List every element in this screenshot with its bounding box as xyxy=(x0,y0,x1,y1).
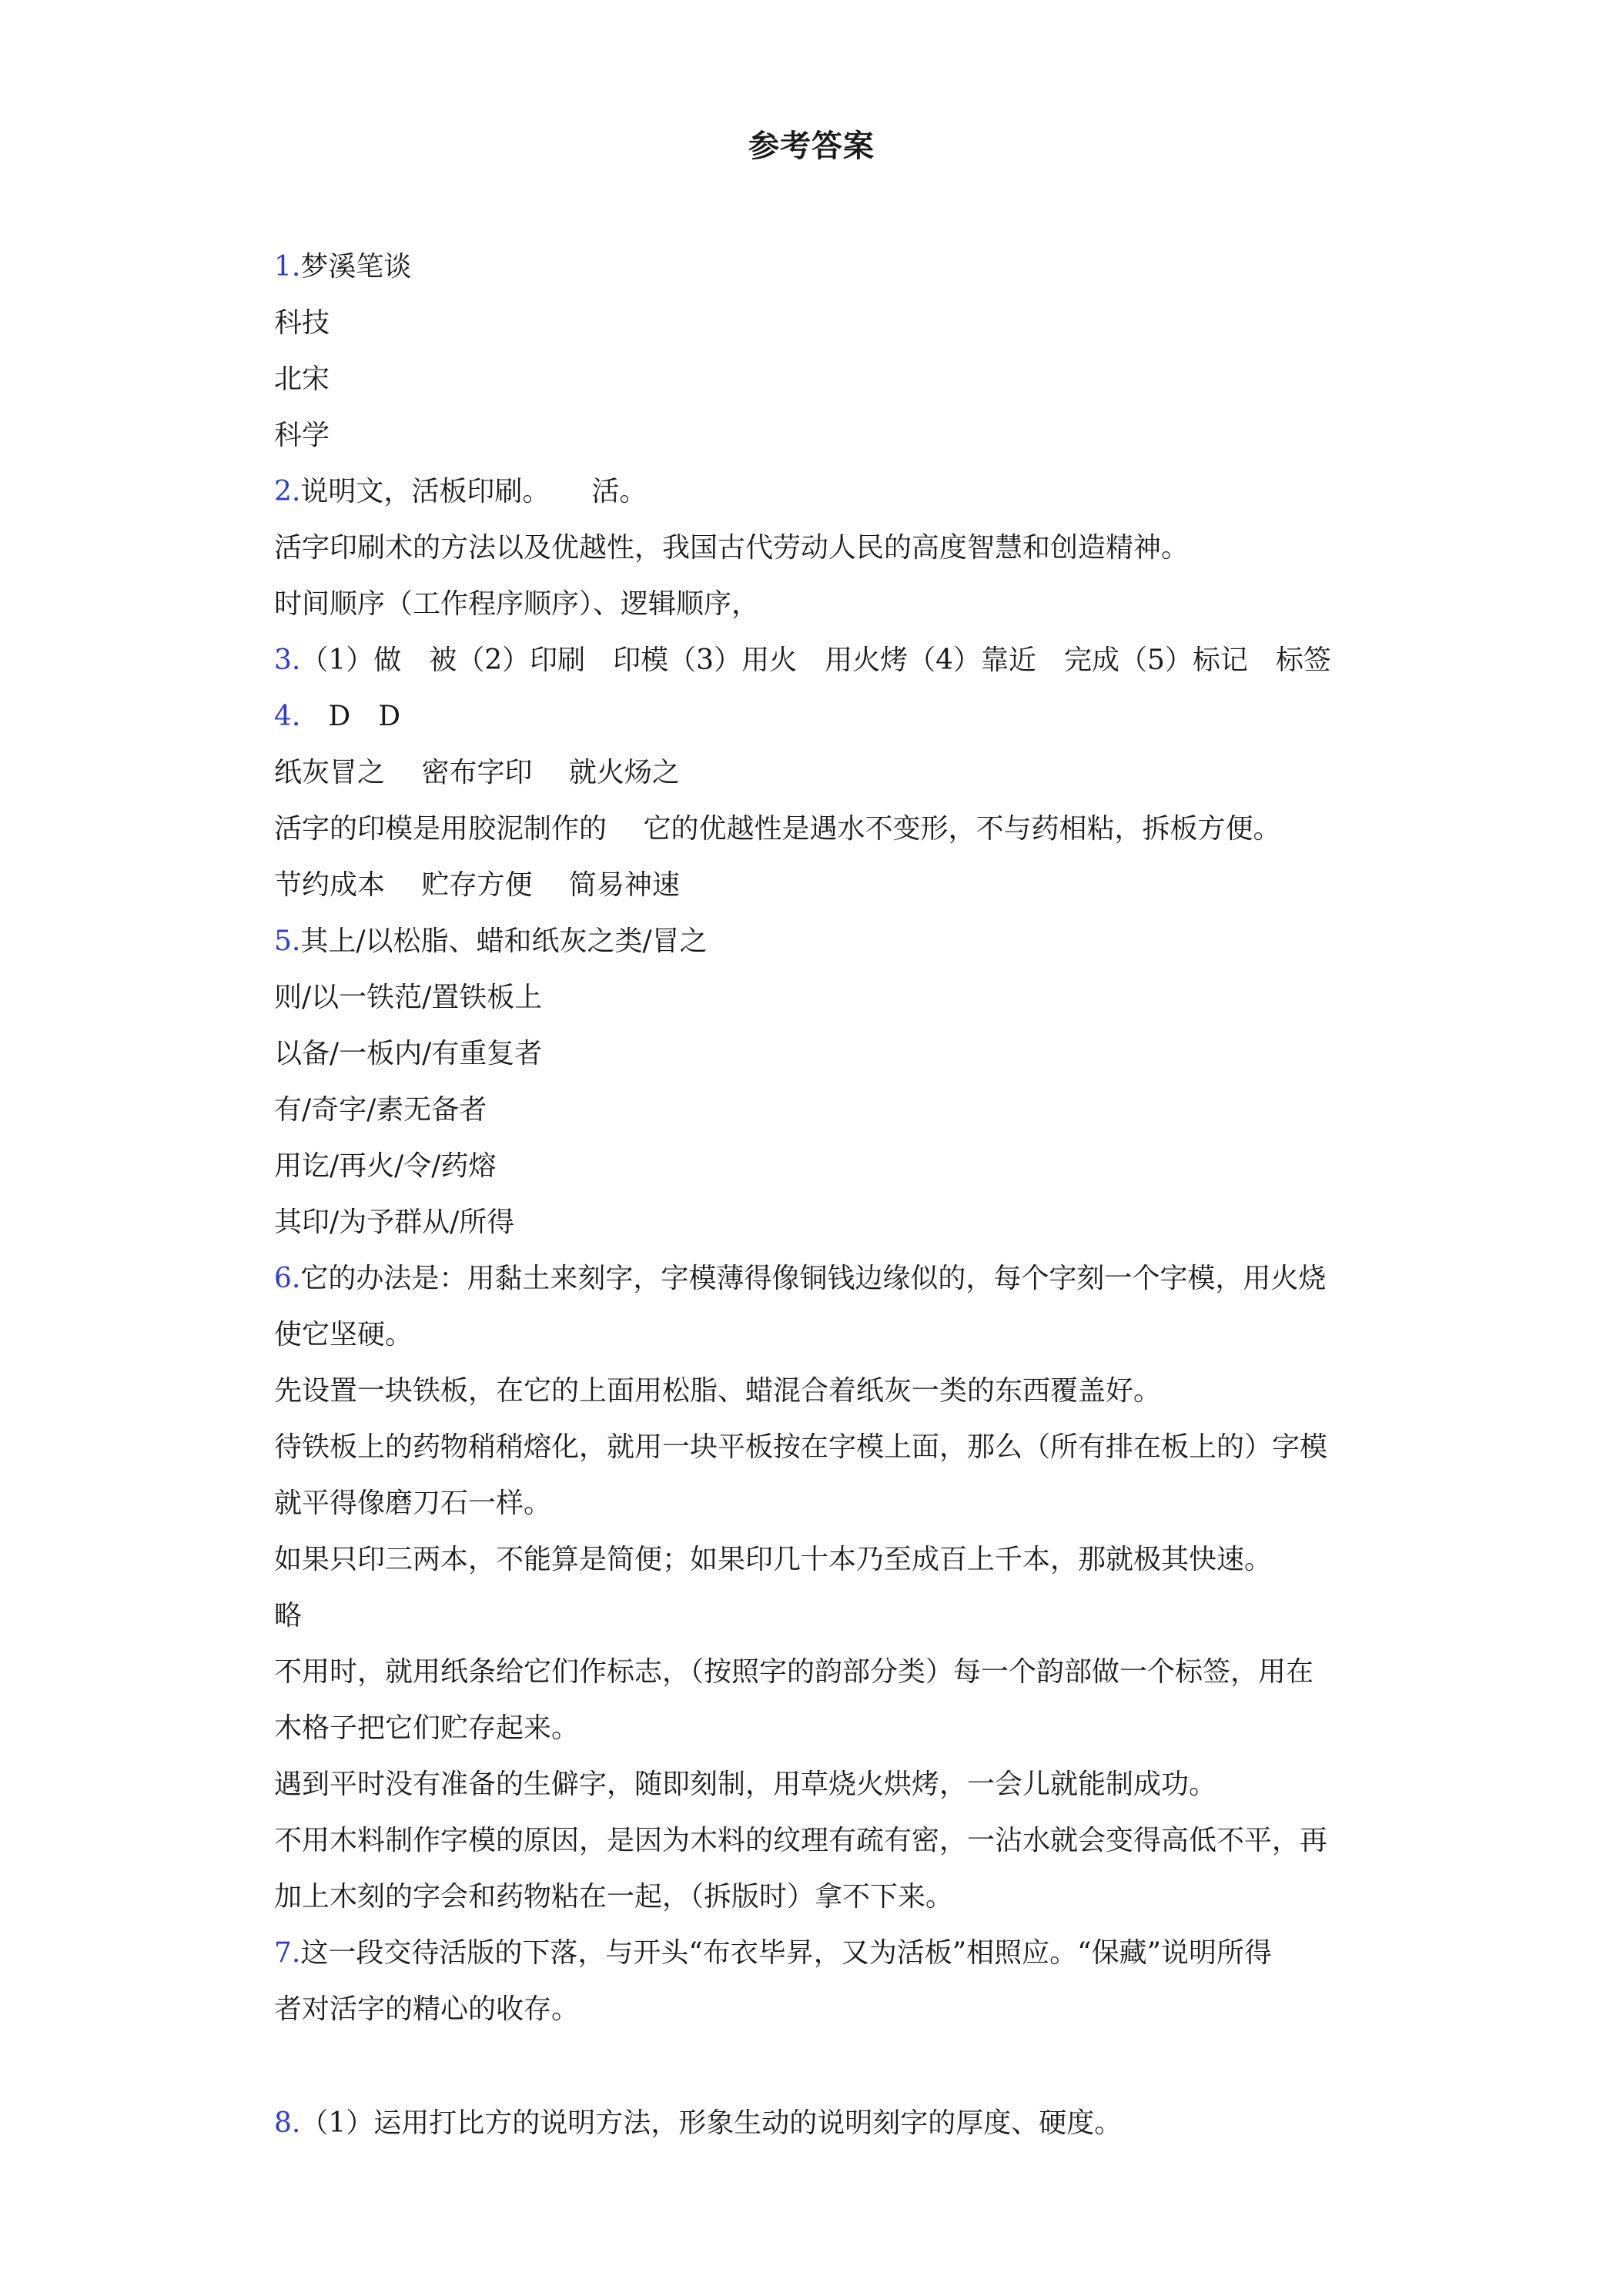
answer-5-line: 则/以一铁范/置铁板上 xyxy=(274,982,543,1013)
answer-6-line: 略 xyxy=(274,1600,303,1632)
answer-text: 这一段交待活版的下落，与开头“布衣毕昇，又为活板”相照应。“保藏”说明所得 xyxy=(300,1937,1272,1969)
answer-1-line: 科学 xyxy=(274,420,330,451)
answer-3-line xyxy=(274,632,1367,688)
answer-5-line: 以备/一板内/有重复者 xyxy=(274,1038,543,1069)
answer-6-line: 不用木料制作字模的原因，是因为木料的纹理有疏有密，一沾水就会变得高低不平，再 xyxy=(274,1825,1328,1856)
answer-2-line: 活字印刷术的方法以及优越性，我国古代劳动人民的高度智慧和创造精神。 xyxy=(274,532,1190,564)
answer-5-line: 用讫/再火/令/药熔 xyxy=(274,1150,497,1182)
answer-text: 它的办法是：用黏土来刻字，字模薄得像铜钱边缘似的，每个字刻一个字模，用火烧 xyxy=(300,1263,1327,1294)
answer-6-line: 使它坚硬。 xyxy=(274,1319,413,1350)
question-number: 1. xyxy=(274,251,301,283)
answer-5-line: 其印/为予群从/所得 xyxy=(274,1207,515,1238)
answer-text: 说明文，活板印刷。 活。 xyxy=(300,476,648,507)
answer-text: 其上/以松脂、蜡和纸灰之类/冒之 xyxy=(300,925,708,957)
answer-1-line: 科技 xyxy=(274,307,330,339)
question-number: 8. xyxy=(274,2107,301,2139)
answer-2-line: 时间顺序（工作程序顺序）、逻辑顺序， xyxy=(274,588,760,620)
answer-4-line: 活字的印模是用胶泥制作的 它的优越性是遇水不变形，不与药相粘，拆板方便。 xyxy=(274,813,1281,845)
answer-text: 梦溪笔谈 xyxy=(300,251,412,283)
answer-7-line: 者对活字的精心的收存。 xyxy=(274,1993,580,2025)
question-number: 7. xyxy=(274,1937,301,1969)
answer-5-line xyxy=(274,913,1367,969)
answer-4-line: 节约成本 贮存方便 简易神速 xyxy=(274,869,680,901)
answer-text: （1）做 被（2）印刷 印模（3）用火 用火烤（4）靠近 完成（5）标记 标签 xyxy=(300,644,1331,676)
answer-6-line: 如果只印三两本，不能算是简便；如果印几十本乃至成百上千本，那就极其快速。 xyxy=(274,1544,1273,1575)
question-number: 6. xyxy=(274,1263,301,1294)
answer-5-line: 有/奇字/素无备者 xyxy=(274,1094,487,1126)
answer-6-line: 待铁板上的药物稍稍熔化，就用一块平板按在字模上面，那么（所有排在板上的）字模 xyxy=(274,1431,1328,1463)
answer-1-line: 北宋 xyxy=(274,363,330,395)
answer-6-line: 木格子把它们贮存起来。 xyxy=(274,1712,580,1744)
answer-6-line xyxy=(274,1250,1367,1307)
answer-4-line xyxy=(274,688,1367,745)
answer-6-line: 加上木刻的字会和药物粘在一起，（拆版时）拿不下来。 xyxy=(274,1881,954,1913)
question-number: 5. xyxy=(274,925,301,957)
question-number: 4. xyxy=(274,701,301,732)
answer-8-line xyxy=(274,2095,1367,2151)
answer-list xyxy=(274,239,1367,2151)
answer-6-line: 先设置一块铁板，在它的上面用松脂、蜡混合着纸灰一类的东西覆盖好。 xyxy=(274,1375,1162,1407)
answer-text: D D xyxy=(300,701,401,732)
answer-6-line: 不用时，就用纸条给它们作标志，（按照字的韵部分类）每一个韵部做一个标签，用在 xyxy=(274,1656,1314,1688)
answer-7-line xyxy=(274,1925,1367,1981)
answer-6-line: 就平得像磨刀石一样。 xyxy=(274,1488,552,1519)
question-number: 3. xyxy=(274,644,301,676)
answer-1-line xyxy=(274,239,1367,295)
answer-4-line: 纸灰冒之 密布字印 就火炀之 xyxy=(274,757,680,788)
page-title: 参考答案 xyxy=(748,128,875,164)
answer-6-line: 遇到平时没有准备的生僻字，随即刻制，用草烧火烘烤，一会儿就能制成功。 xyxy=(274,1769,1217,1800)
question-number: 2. xyxy=(274,476,301,507)
answer-2-line xyxy=(274,464,1367,520)
answer-text: （1）运用打比方的说明方法，形象生动的说明刻字的厚度、硬度。 xyxy=(300,2107,1123,2139)
